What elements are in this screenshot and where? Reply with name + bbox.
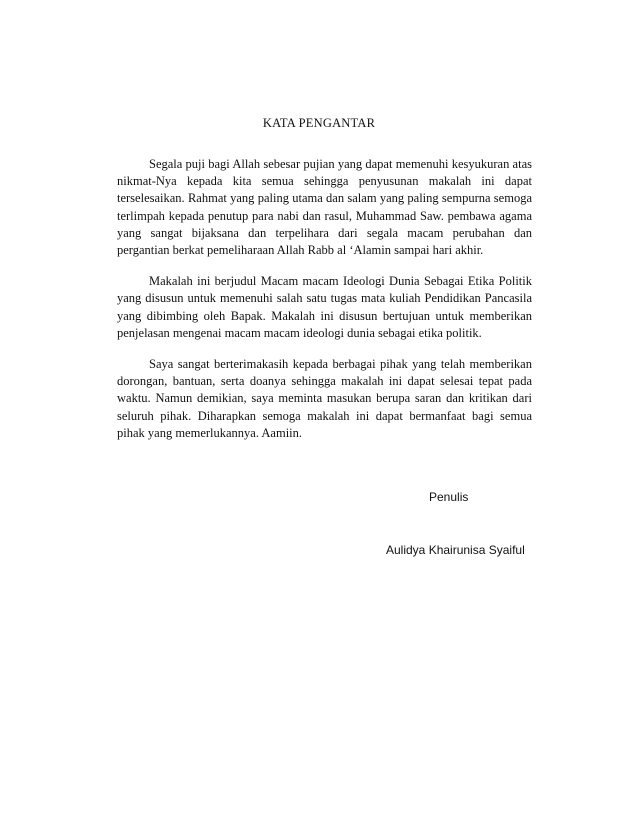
page-title: KATA PENGANTAR	[262, 116, 376, 130]
signature-name: Aulidya Khairunisa Syaiful	[386, 543, 525, 557]
paragraph-gratitude-to-allah: Segala puji bagi Allah sebesar pujian yang dapat memenuhi kesyukuran atas nikmat-Nya kepada kita semua sehingga penyusunan makalah ini dapat terselesaikan. Rahmat yang paling utama dan salam yang paling sempurna semoga terlimpah kepada penutup para nabi dan rasul, Muhammad Saw. pembawa agama yang sangat bijaksana dan terpelihara dari segala macam perubahan dan pergantian berkat pemeliharaan Allah Rabb al ‘Alamin sampai hari akhir.	[117, 157, 532, 258]
signature-role: Penulis	[429, 490, 469, 504]
paragraph-acknowledgements: Saya sangat berterimakasih kepada berbagai pihak yang telah memberikan dorongan, bantuan, serta doanya sehingga makalah ini dapat selesai tepat pada waktu. Namun demikian, saya meminta masukan berupa saran dan kritikan dari seluruh pihak. Diharapkan semoga makalah ini dapat bermanfaat bagi semua pihak yang memerlukannya. Aamiin.	[117, 357, 532, 440]
paragraph-paper-purpose: Makalah ini berjudul Macam macam Ideologi Dunia Sebagai Etika Politik yang disusun untuk memenuhi salah satu tugas mata kuliah Pendidikan Pancasila yang dibimbing oleh Bapak. Makalah ini disusun bertujuan untuk memberikan penjelasan mengenai macam macam ideologi dunia sebagai etika politik.	[117, 274, 532, 340]
foreword-body	[117, 156, 532, 456]
